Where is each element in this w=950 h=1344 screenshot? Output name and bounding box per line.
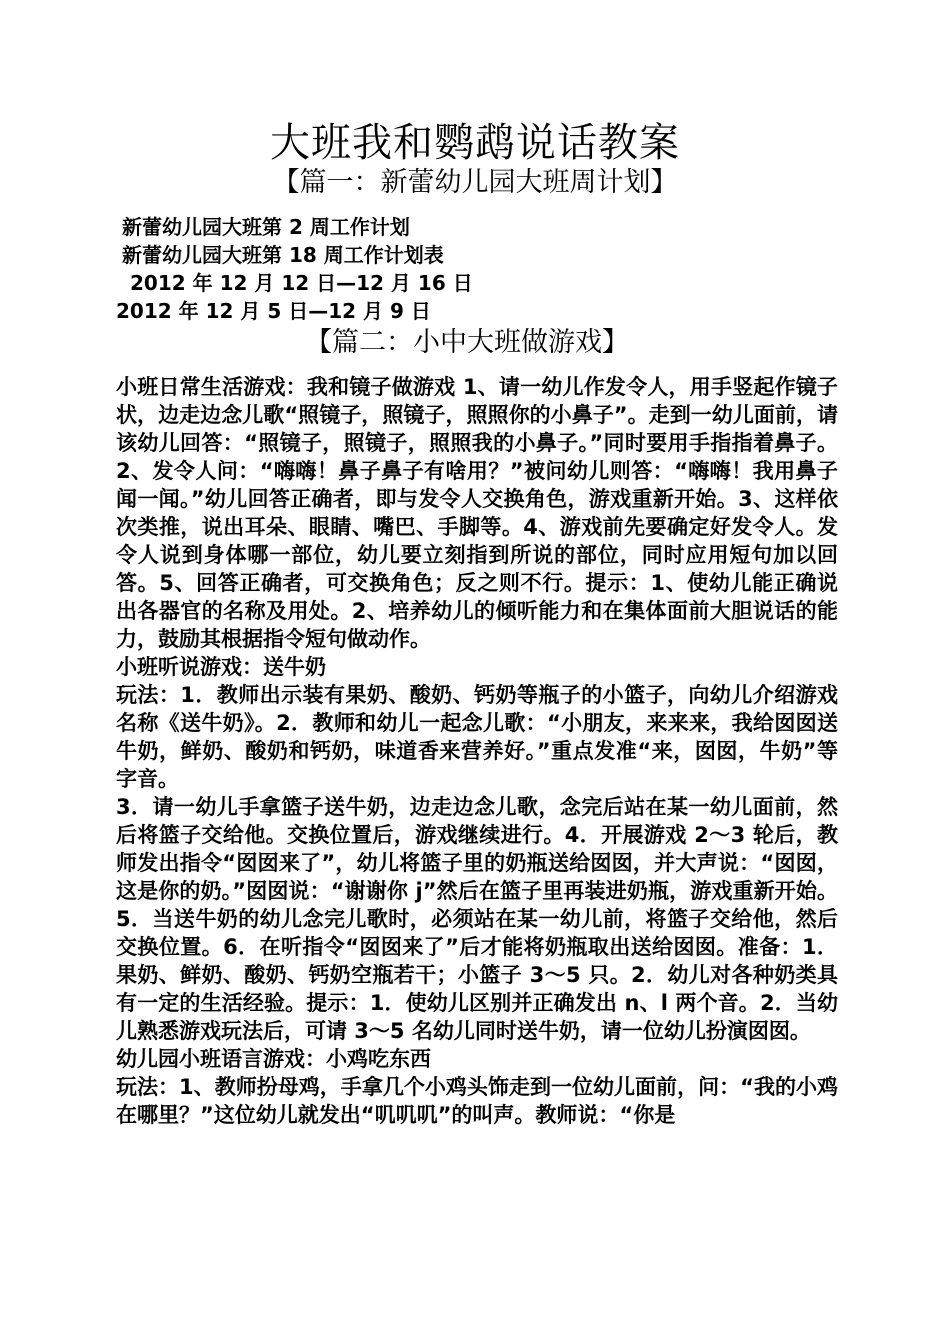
section-heading-1: 【篇一：新蕾幼儿园大班周计划】: [272, 167, 678, 198]
paragraph: 小班日常生活游戏：我和镜子做游戏 1、请一幼儿作发令人，用手竖起作镜子状，边走边念儿歌“照镜子，照镜子，照照你的小鼻子”。走到一幼儿面前，请该幼儿回答：“照镜子，照镜子，照照我的小鼻子。”同时要用手指指着鼻子。2、发令人问：“嗨嗨！鼻子鼻子有啥用？”被问幼儿则答：“嗨嗨！我用鼻子闻一闻。”幼儿回答正确者，即与发令人交换角色，游戏重新开始。3、这样依次类推，说出耳朵、眼睛、嘴巴、手脚等。4、游戏前先要确定好发令人。发令人说到身体哪一部位，幼儿要立刻指到所说的部位，同时应用短句加以回答。5、回答正确者，可交换角色；反之则不行。提示：1、使幼儿能正确说出各器官的名称及用处。2、培养幼儿的倾听能力和在集体面前大胆说话的能力，鼓励其根据指令短句做动作。: [116, 375, 838, 651]
paragraph: 玩法：1、教师扮母鸡，手拿几个小鸡头饰走到一位幼儿面前，问：“我的小鸡在哪里？”这位幼儿就发出“叽叽叽”的叫声。教师说：“你是: [116, 1075, 838, 1127]
paragraph: 3．请一幼儿手拿篮子送牛奶，边走边念儿歌，念完后站在某一幼儿面前，然后将篮子交给他。交换位置后，游戏继续进行。4．开展游戏 2～3 轮后，教师发出指令“囡囡来了”，幼儿将篮子里的奶瓶送给囡囡，并大声说：“囡囡，这是你的奶。”囡囡说：“谢谢你 j”然后在篮子里再装进奶瓶，游戏重新开始。5．当送牛奶的幼儿念完儿歌时，必须站在某一幼儿前，将篮子交给他，然后交换位置。6．在听指令“囡囡来了”后才能将奶瓶取出送给囡囡。准备：1．果奶、鲜奶、酸奶、钙奶空瓶若干；小篮子 3～5 只。2．幼儿对各种奶类具有一定的生活经验。提示：1．使幼儿区别并正确发出 n、l 两个音。2．当幼儿熟悉游戏玩法后，可请 3～5 名幼儿同时送牛奶，请一位幼儿扮演囡囡。: [116, 795, 838, 1043]
paragraph: 幼儿园小班语言游戏：小鸡吃东西: [116, 1047, 431, 1071]
plan-line: 2012 年 12 月 12 日—12 月 16 日: [130, 271, 473, 295]
plan-line: 新蕾幼儿园大班第 18 周工作计划表: [122, 243, 444, 267]
document-body: [116, 373, 838, 1129]
plan-line: 2012 年 12 月 5 日—12 月 9 日: [116, 299, 431, 323]
section-heading-2: 【篇二：小中大班做游戏】: [305, 327, 629, 358]
paragraph: 玩法：1．教师出示装有果奶、酸奶、钙奶等瓶子的小篮子，向幼儿介绍游戏名称《送牛奶》。2．教师和幼儿一起念儿歌：“小朋友，来来来，我给囡囡送牛奶，鲜奶、酸奶和钙奶，味道香来营养好。”重点发准“来，囡囡，牛奶”等字音。: [116, 683, 838, 791]
document-title: 大班我和鹦鹉说话教案: [270, 120, 680, 166]
plan-line: 新蕾幼儿园大班第 2 周工作计划: [122, 215, 410, 239]
paragraph: 小班听说游戏：送牛奶: [116, 655, 326, 679]
